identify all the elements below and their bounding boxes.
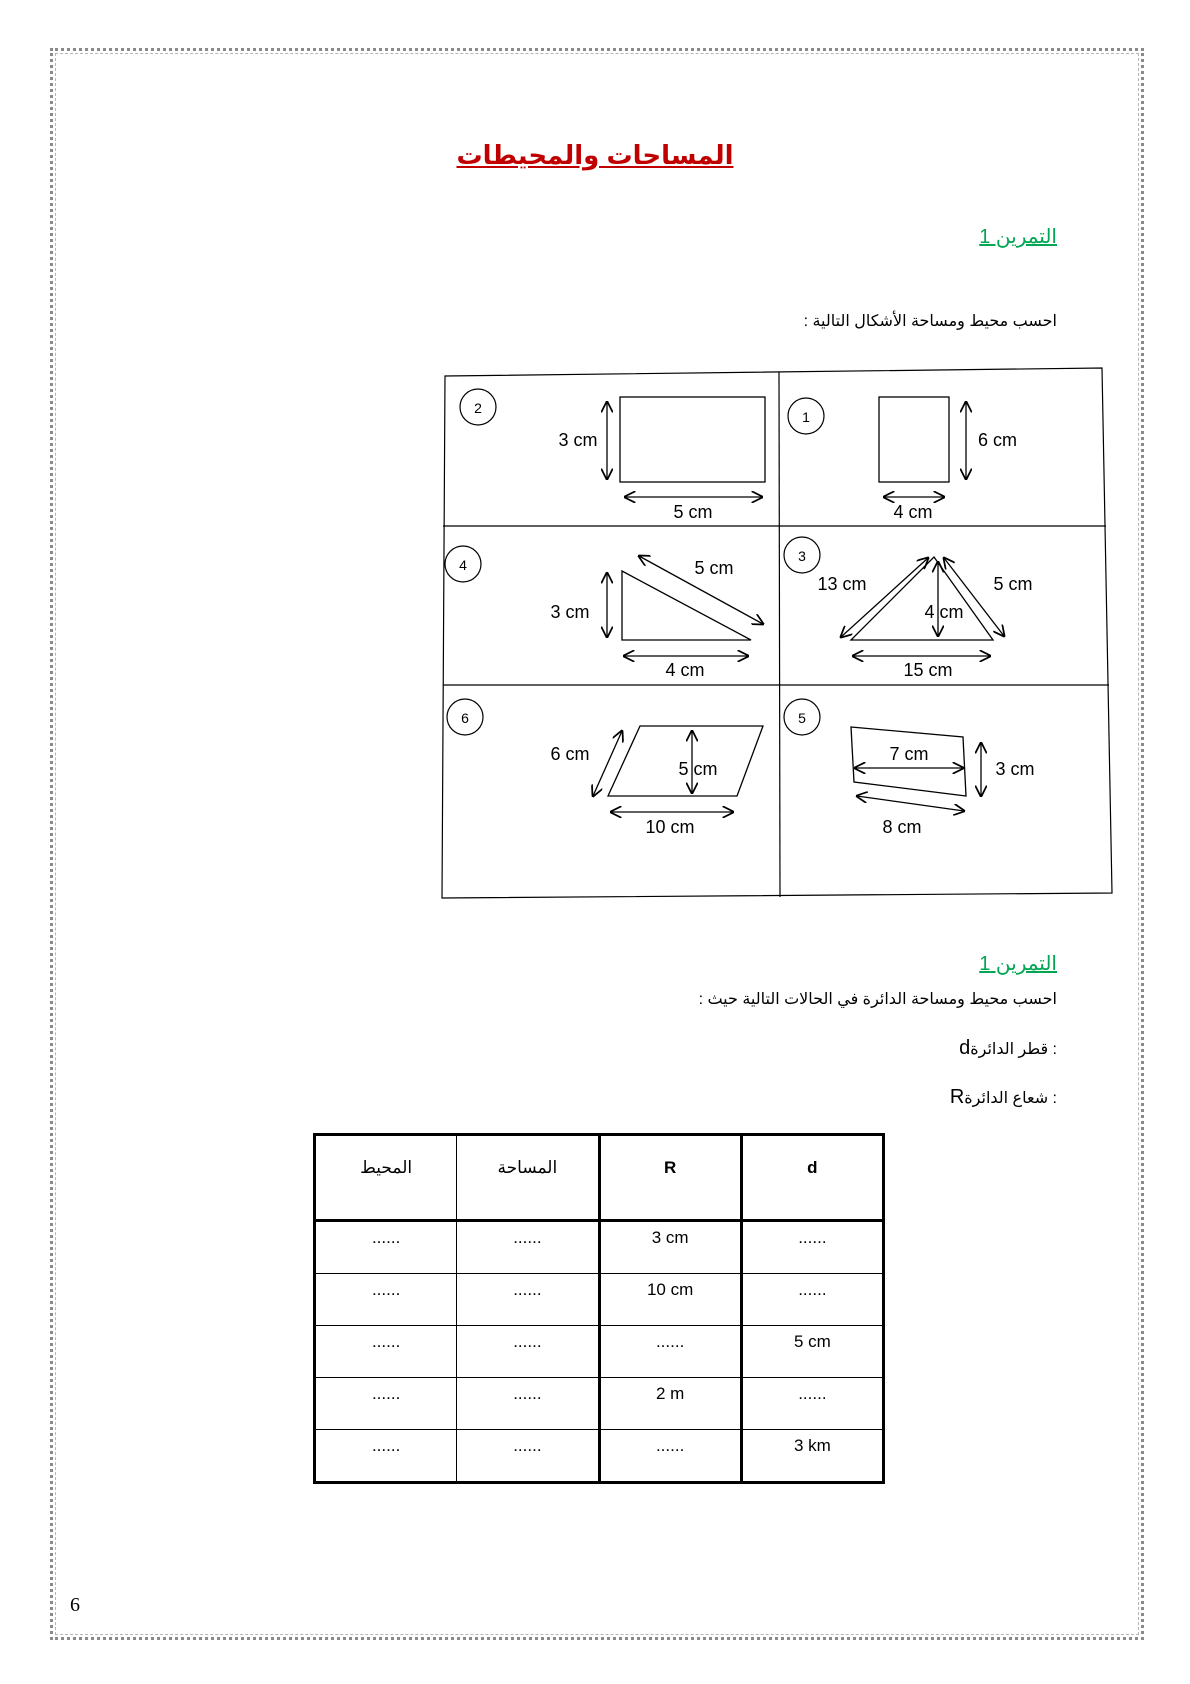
cell-area: ...... [457,1430,599,1483]
cell-diameter: ...... [741,1274,883,1326]
cell-radius: 10 cm [599,1274,741,1326]
definition-r-symbol: R [949,1086,965,1108]
shape-2-label-width: 5 cm [673,502,713,522]
page-number: 6 [70,1594,80,1616]
exercise1-instruction: احسب محيط ومساحة الأشكال التالية : [803,313,1057,330]
table-row [315,1221,884,1274]
cell-diameter: ...... [741,1221,883,1274]
cell-area: ...... [457,1326,599,1378]
shape-3-label-base: 15 cm [903,660,953,680]
table-row [315,1378,884,1430]
shape-6-label-height: 5 cm [678,759,718,779]
cell-diameter: 3 km [741,1430,883,1483]
header-perimeter: المحيط [315,1135,457,1221]
cell-perimeter: ...... [315,1274,457,1326]
exercise2-heading: التمرين 1 [979,953,1057,975]
cell-radius: 2 m [599,1378,741,1430]
shape-4-number: 4 [459,557,467,573]
shape-6-label-base: 10 cm [645,817,695,837]
cell-perimeter: ...... [315,1221,457,1274]
definition-r [950,1086,1057,1109]
shape-2-number: 2 [474,400,482,416]
shape-5-label-top: 7 cm [889,744,929,764]
cell-area: ...... [457,1221,599,1274]
shape-3 [841,557,1004,656]
cell-diameter: 5 cm [741,1326,883,1378]
shape-3-label-height: 4 cm [924,602,964,622]
exercise1-heading: التمرين 1 [979,226,1057,248]
shape-3-label-left: 13 cm [817,574,867,594]
shape-1-label-height: 6 cm [978,430,1018,450]
cell-area: ...... [457,1378,599,1430]
shape-2 [607,397,765,497]
shape-6-label-side: 6 cm [550,744,590,764]
cell-perimeter: ...... [315,1430,457,1483]
shape-1 [879,397,966,497]
shape-4-label-height: 3 cm [550,602,590,622]
cell-diameter: ...... [741,1378,883,1430]
exercise2-instruction: احسب محيط ومساحة الدائرة في الحالات التالية حيث : [698,991,1057,1008]
definition-r-text: : شعاع الدائرة [964,1090,1057,1107]
shape-5-label-height: 3 cm [995,759,1035,779]
shape-2-label-height: 3 cm [558,430,598,450]
circle-table [313,1133,885,1484]
definition-d [959,1037,1057,1060]
definition-d-text: : قطر الدائرة [970,1041,1057,1058]
page-title: المساحات والمحيطات [456,140,734,170]
table-row [315,1430,884,1483]
table-row [315,1326,884,1378]
cell-area: ...... [457,1274,599,1326]
cell-radius: ...... [599,1326,741,1378]
shape-5 [851,727,981,811]
header-area: المساحة [457,1135,599,1221]
shape-1-number: 1 [802,409,810,425]
shape-3-number: 3 [798,548,806,564]
shape-4 [607,556,763,656]
shape-1-label-width: 4 cm [893,502,933,522]
shape-5-label-bottom: 8 cm [882,817,922,837]
shape-6-number: 6 [461,710,469,726]
cell-radius: 3 cm [599,1221,741,1274]
shape-3-label-right: 5 cm [993,574,1033,594]
cell-perimeter: ...... [315,1326,457,1378]
cell-radius: ...... [599,1430,741,1483]
table-row [315,1274,884,1326]
shape-4-label-base: 4 cm [665,660,705,680]
cell-perimeter: ...... [315,1378,457,1430]
header-radius: R [599,1135,741,1221]
shape-4-label-hyp: 5 cm [694,558,734,578]
table-header-row [315,1135,884,1221]
shape-5-number: 5 [798,710,806,726]
definition-d-symbol: d [959,1037,971,1059]
header-diameter: d [741,1135,883,1221]
